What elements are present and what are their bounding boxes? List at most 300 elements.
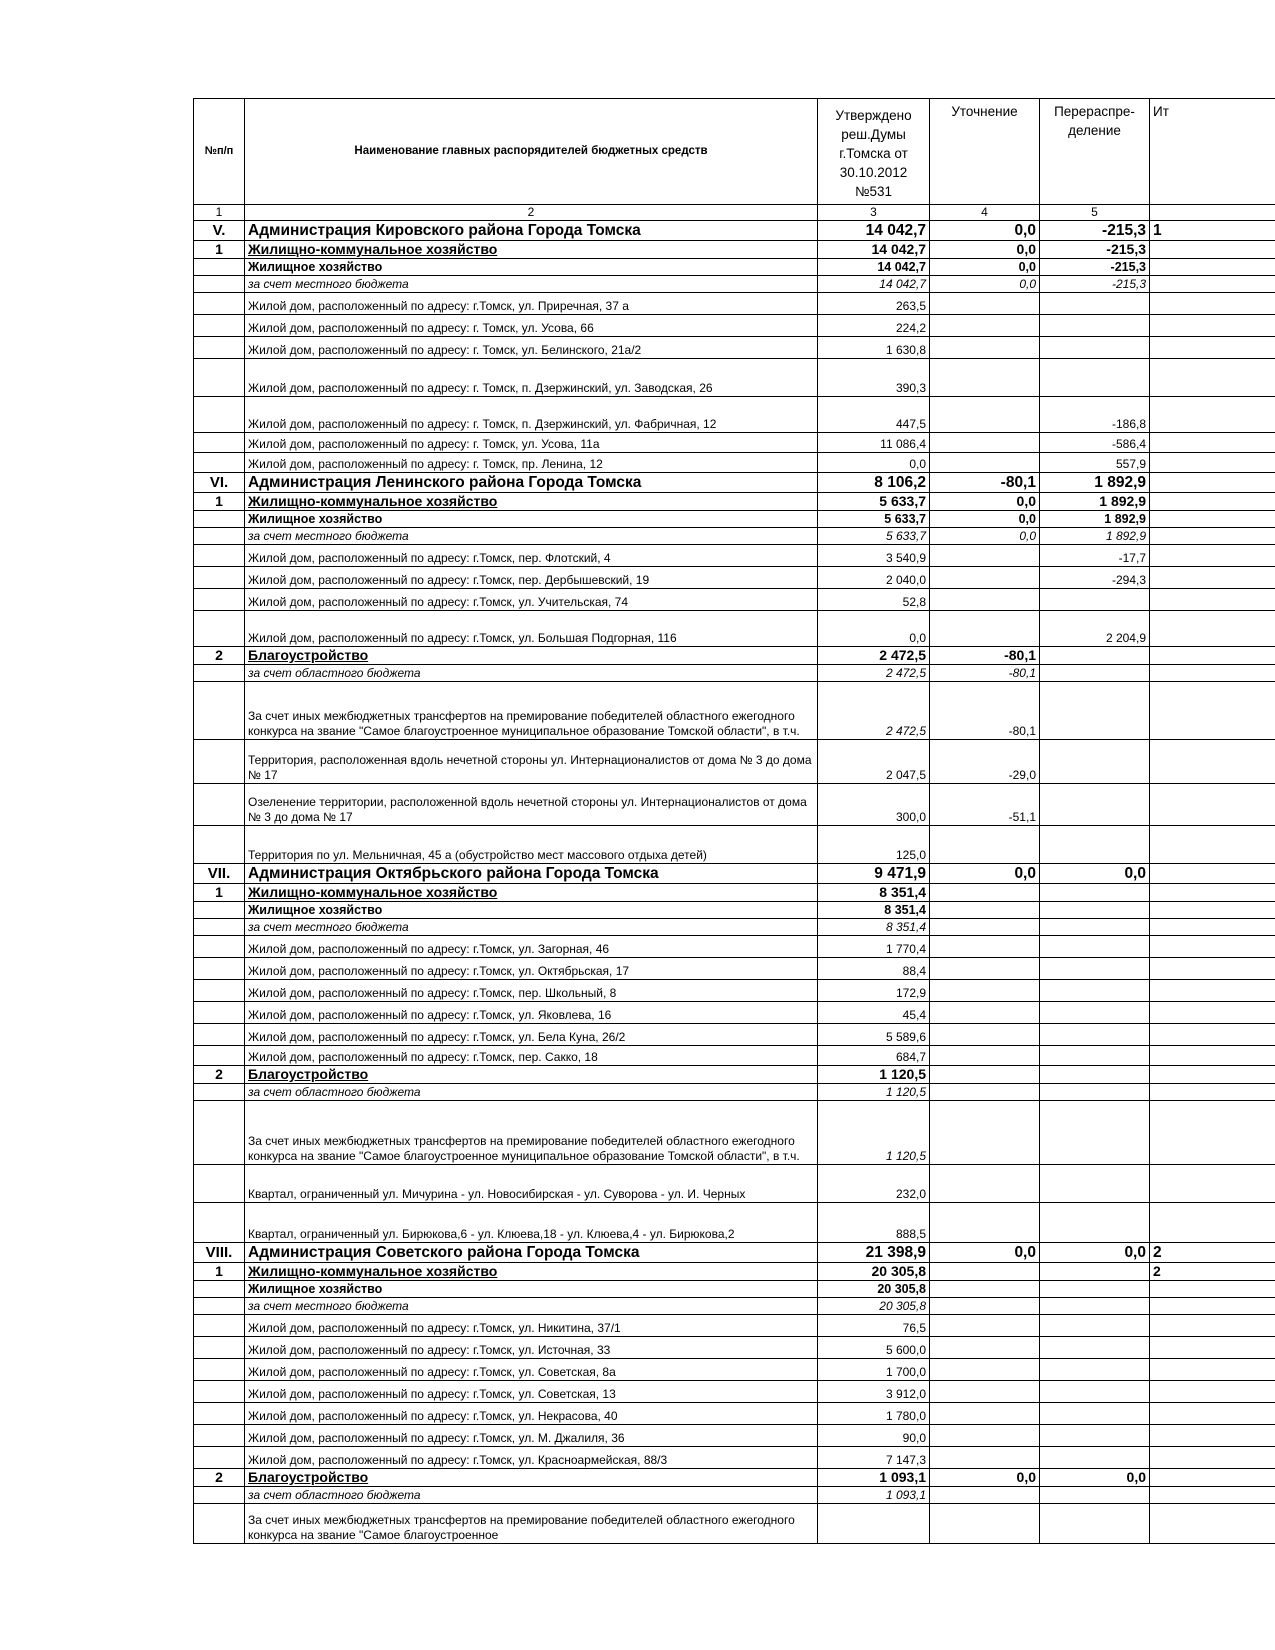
row-clarification: 0,0: [930, 511, 1040, 528]
table-row: [194, 1425, 1275, 1447]
row-total: [1150, 315, 1275, 337]
row-redistribution: 557,9: [1040, 453, 1150, 473]
row-clarification: 0,0: [930, 241, 1040, 259]
row-redistribution: [1040, 902, 1150, 919]
row-clarification: [930, 1165, 1040, 1203]
row-redistribution: [1040, 1425, 1150, 1447]
row-name: За счет иных межбюджетных трансфертов на премирование победителей областного ежегодного конкурса на звание "Самое благоустроенное муниципальное образование Томской области", в т.ч.: [245, 1101, 818, 1165]
row-num: [194, 259, 245, 276]
table-row: [194, 740, 1275, 784]
table-row: [194, 473, 1275, 493]
row-clarification: 0,0: [930, 528, 1040, 545]
row-redistribution: [1040, 1046, 1150, 1066]
row-redistribution: 2 204,9: [1040, 611, 1150, 647]
row-name: Жилищно-коммунальное хозяйство: [245, 1263, 818, 1281]
row-approved: 1 093,1: [818, 1469, 930, 1487]
row-approved: 2 472,5: [818, 647, 930, 665]
table-row: [194, 1101, 1275, 1165]
row-clarification: 0,0: [930, 493, 1040, 511]
row-redistribution: -215,3: [1040, 259, 1150, 276]
row-name: Жилой дом, расположенный по адресу: г.Томск, ул. Загорная, 46: [245, 936, 818, 958]
header-approved: Утверждено реш.Думы г.Томска от 30.10.2012 №531: [818, 99, 930, 205]
row-clarification: [930, 589, 1040, 611]
row-clarification: [930, 1359, 1040, 1381]
row-total: 2: [1150, 1263, 1275, 1281]
row-name: за счет местного бюджета: [245, 1298, 818, 1315]
row-clarification: [930, 611, 1040, 647]
table-row: [194, 1084, 1275, 1101]
row-num: 2: [194, 647, 245, 665]
row-total: [1150, 473, 1275, 493]
row-total: [1150, 958, 1275, 980]
row-clarification: [930, 1425, 1040, 1447]
row-total: [1150, 1101, 1275, 1165]
row-num: [194, 337, 245, 359]
row-redistribution: [1040, 1487, 1150, 1504]
row-approved: 52,8: [818, 589, 930, 611]
header-redistribution: Перераспре-деление: [1040, 99, 1150, 205]
row-approved: 300,0: [818, 784, 930, 826]
row-num: [194, 1165, 245, 1203]
row-num: [194, 826, 245, 864]
row-name: Жилой дом, расположенный по адресу: г. Томск, п. Дзержинский, ул. Фабричная, 12: [245, 397, 818, 433]
row-num: [194, 1403, 245, 1425]
row-name: Жилищно-коммунальное хозяйство: [245, 493, 818, 511]
row-total: [1150, 864, 1275, 884]
colnum-3: 3: [818, 205, 930, 221]
table-row: [194, 826, 1275, 864]
colnum-6: [1150, 205, 1275, 221]
row-num: [194, 359, 245, 397]
row-num: [194, 1337, 245, 1359]
row-name: Администрация Октябрьского района Города Томска: [245, 864, 818, 884]
header-total: Ит: [1150, 99, 1275, 205]
row-num: [194, 1359, 245, 1381]
row-num: [194, 567, 245, 589]
row-total: [1150, 1504, 1275, 1544]
row-num: [194, 276, 245, 293]
table-row: [194, 919, 1275, 936]
table-row: [194, 1046, 1275, 1066]
row-num: [194, 682, 245, 740]
row-redistribution: [1040, 1381, 1150, 1403]
row-name: за счет местного бюджета: [245, 919, 818, 936]
table-row: [194, 528, 1275, 545]
row-redistribution: [1040, 1298, 1150, 1315]
row-clarification: [930, 1447, 1040, 1469]
row-name: Жилищное хозяйство: [245, 902, 818, 919]
row-redistribution: [1040, 1403, 1150, 1425]
row-total: [1150, 337, 1275, 359]
row-redistribution: -215,3: [1040, 221, 1150, 241]
row-num: [194, 958, 245, 980]
colnum-1: 1: [194, 205, 245, 221]
row-approved: 2 040,0: [818, 567, 930, 589]
header-name: Наименование главных распорядителей бюджетных средств: [245, 99, 818, 205]
row-name: Озеленение территории, расположенной вдоль нечетной стороны ул. Интернационалистов от дома № 3 до дома № 17: [245, 784, 818, 826]
row-name: Жилой дом, расположенный по адресу: г. Томск, п. Дзержинский, ул. Заводская, 26: [245, 359, 818, 397]
row-redistribution: [1040, 1203, 1150, 1243]
row-name: Жилой дом, расположенный по адресу: г.Томск, ул. Октябрьская, 17: [245, 958, 818, 980]
row-approved: 1 630,8: [818, 337, 930, 359]
row-num: [194, 511, 245, 528]
row-total: [1150, 433, 1275, 453]
row-name: Квартал, ограниченный ул. Мичурина - ул. Новосибирская - ул. Суворова - ул. И. Черных: [245, 1165, 818, 1203]
row-name: Жилищное хозяйство: [245, 1281, 818, 1298]
row-name: Жилой дом, расположенный по адресу: г.Томск, пер. Дербышевский, 19: [245, 567, 818, 589]
row-total: [1150, 611, 1275, 647]
table-row: [194, 241, 1275, 259]
row-clarification: [930, 567, 1040, 589]
row-redistribution: [1040, 1024, 1150, 1046]
row-approved: 172,9: [818, 980, 930, 1002]
row-name: Жилой дом, расположенный по адресу: г. Томск, ул. Белинского, 21а/2: [245, 337, 818, 359]
row-approved: 1 120,5: [818, 1066, 930, 1084]
row-num: [194, 315, 245, 337]
row-redistribution: 0,0: [1040, 864, 1150, 884]
row-clarification: -80,1: [930, 682, 1040, 740]
row-redistribution: 1 892,9: [1040, 473, 1150, 493]
row-approved: 8 106,2: [818, 473, 930, 493]
row-clarification: 0,0: [930, 864, 1040, 884]
row-name: Администрация Советского района Города Томска: [245, 1243, 818, 1263]
row-approved: 2 472,5: [818, 682, 930, 740]
row-redistribution: [1040, 293, 1150, 315]
row-num: [194, 1024, 245, 1046]
row-clarification: [930, 1084, 1040, 1101]
colnum-5: 5: [1040, 205, 1150, 221]
row-name: Жилой дом, расположенный по адресу: г.Томск, ул. Никитина, 37/1: [245, 1315, 818, 1337]
row-name: Жилой дом, расположенный по адресу: г.Томск, ул. Некрасова, 40: [245, 1403, 818, 1425]
row-clarification: -80,1: [930, 665, 1040, 682]
row-approved: 7 147,3: [818, 1447, 930, 1469]
row-approved: 5 589,6: [818, 1024, 930, 1046]
row-num: [194, 919, 245, 936]
row-total: [1150, 647, 1275, 665]
column-number-row: [194, 205, 1275, 221]
row-clarification: [930, 1066, 1040, 1084]
row-name: Жилищное хозяйство: [245, 259, 818, 276]
row-approved: 390,3: [818, 359, 930, 397]
row-redistribution: -215,3: [1040, 276, 1150, 293]
row-num: [194, 665, 245, 682]
row-redistribution: [1040, 826, 1150, 864]
table-row: [194, 1315, 1275, 1337]
row-num: VI.: [194, 473, 245, 493]
row-redistribution: [1040, 1504, 1150, 1544]
row-clarification: [930, 545, 1040, 567]
row-num: [194, 1504, 245, 1544]
row-approved: 5 633,7: [818, 528, 930, 545]
row-clarification: [930, 1315, 1040, 1337]
row-clarification: [930, 902, 1040, 919]
row-num: V.: [194, 221, 245, 241]
row-name: Жилищно-коммунальное хозяйство: [245, 241, 818, 259]
row-num: [194, 740, 245, 784]
row-total: [1150, 397, 1275, 433]
row-clarification: [930, 1337, 1040, 1359]
row-clarification: 0,0: [930, 276, 1040, 293]
row-clarification: [930, 1504, 1040, 1544]
table-row: [194, 589, 1275, 611]
row-approved: 224,2: [818, 315, 930, 337]
row-name: Благоустройство: [245, 1469, 818, 1487]
row-redistribution: [1040, 315, 1150, 337]
row-total: [1150, 1315, 1275, 1337]
table-row: [194, 980, 1275, 1002]
row-clarification: [930, 1024, 1040, 1046]
table-row: [194, 511, 1275, 528]
row-name: Жилой дом, расположенный по адресу: г.Томск, пер. Сакко, 18: [245, 1046, 818, 1066]
row-name: Территория, расположенная вдоль нечетной стороны ул. Интернационалистов от дома № 3 до дома № 17: [245, 740, 818, 784]
row-redistribution: [1040, 958, 1150, 980]
table-row: [194, 1203, 1275, 1243]
row-total: [1150, 589, 1275, 611]
row-redistribution: 0,0: [1040, 1469, 1150, 1487]
row-num: VIII.: [194, 1243, 245, 1263]
row-approved: 20 305,8: [818, 1263, 930, 1281]
row-name: Жилой дом, расположенный по адресу: г.Томск, ул. Учительская, 74: [245, 589, 818, 611]
table-row: [194, 1487, 1275, 1504]
row-total: [1150, 1425, 1275, 1447]
row-name: Жилой дом, расположенный по адресу: г.Томск, ул. М. Джалиля, 36: [245, 1425, 818, 1447]
row-num: [194, 1101, 245, 1165]
row-num: [194, 433, 245, 453]
row-redistribution: [1040, 1359, 1150, 1381]
row-approved: 3 912,0: [818, 1381, 930, 1403]
row-total: [1150, 1487, 1275, 1504]
table-row: [194, 1381, 1275, 1403]
row-total: [1150, 1403, 1275, 1425]
row-name: за счет областного бюджета: [245, 665, 818, 682]
row-clarification: [930, 826, 1040, 864]
row-approved: 1 120,5: [818, 1101, 930, 1165]
row-total: [1150, 1298, 1275, 1315]
table-row: [194, 315, 1275, 337]
colnum-2: 2: [245, 205, 818, 221]
row-num: [194, 1203, 245, 1243]
row-name: Жилой дом, расположенный по адресу: г.Томск, ул. Большая Подгорная, 116: [245, 611, 818, 647]
row-num: [194, 784, 245, 826]
table-row: [194, 259, 1275, 276]
row-clarification: [930, 1487, 1040, 1504]
row-clarification: -29,0: [930, 740, 1040, 784]
row-name: Благоустройство: [245, 647, 818, 665]
row-approved: 9 471,9: [818, 864, 930, 884]
row-approved: 1 770,4: [818, 936, 930, 958]
row-approved: 1 120,5: [818, 1084, 930, 1101]
row-total: [1150, 1165, 1275, 1203]
row-total: [1150, 740, 1275, 784]
row-approved: 88,4: [818, 958, 930, 980]
row-redistribution: [1040, 682, 1150, 740]
row-redistribution: -294,3: [1040, 567, 1150, 589]
row-approved: 20 305,8: [818, 1281, 930, 1298]
row-num: [194, 528, 245, 545]
row-approved: 8 351,4: [818, 884, 930, 902]
row-name: за счет местного бюджета: [245, 528, 818, 545]
row-clarification: [930, 936, 1040, 958]
table-row: [194, 567, 1275, 589]
row-redistribution: [1040, 359, 1150, 397]
row-redistribution: [1040, 980, 1150, 1002]
row-clarification: [930, 337, 1040, 359]
row-approved: 14 042,7: [818, 276, 930, 293]
table-row: [194, 958, 1275, 980]
row-redistribution: [1040, 1002, 1150, 1024]
row-approved: 90,0: [818, 1425, 930, 1447]
row-name: Жилищное хозяйство: [245, 511, 818, 528]
row-name: Жилой дом, расположенный по адресу: г. Томск, пр. Ленина, 12: [245, 453, 818, 473]
table-row: [194, 453, 1275, 473]
row-approved: 45,4: [818, 1002, 930, 1024]
row-approved: 14 042,7: [818, 241, 930, 259]
row-name: за счет местного бюджета: [245, 276, 818, 293]
row-redistribution: [1040, 784, 1150, 826]
table-row: [194, 936, 1275, 958]
table-row: [194, 433, 1275, 453]
row-num: 2: [194, 1066, 245, 1084]
row-total: [1150, 359, 1275, 397]
row-num: [194, 980, 245, 1002]
row-num: [194, 1281, 245, 1298]
row-name: Жилой дом, расположенный по адресу: г. Томск, ул. Усова, 11а: [245, 433, 818, 453]
row-clarification: [930, 433, 1040, 453]
row-total: [1150, 936, 1275, 958]
row-approved: 20 305,8: [818, 1298, 930, 1315]
row-num: [194, 1002, 245, 1024]
row-name: Благоустройство: [245, 1066, 818, 1084]
row-name: Жилой дом, расположенный по адресу: г. Томск, ул. Усова, 66: [245, 315, 818, 337]
row-total: [1150, 545, 1275, 567]
row-total: [1150, 1066, 1275, 1084]
row-num: [194, 1381, 245, 1403]
table-row: [194, 1024, 1275, 1046]
row-approved: 125,0: [818, 826, 930, 864]
table-body: [194, 221, 1275, 1544]
row-total: [1150, 241, 1275, 259]
row-num: [194, 1084, 245, 1101]
row-total: [1150, 276, 1275, 293]
row-clarification: [930, 1403, 1040, 1425]
row-clarification: [930, 1046, 1040, 1066]
row-total: [1150, 902, 1275, 919]
row-approved: 263,5: [818, 293, 930, 315]
row-total: [1150, 884, 1275, 902]
row-total: [1150, 1359, 1275, 1381]
row-total: 2: [1150, 1243, 1275, 1263]
row-name: Жилой дом, расположенный по адресу: г.Томск, ул. Бела Куна, 26/2: [245, 1024, 818, 1046]
row-num: [194, 453, 245, 473]
row-approved: 1 093,1: [818, 1487, 930, 1504]
row-total: [1150, 1046, 1275, 1066]
row-name: за счет областного бюджета: [245, 1084, 818, 1101]
row-clarification: [930, 1263, 1040, 1281]
row-redistribution: [1040, 740, 1150, 784]
row-num: 1: [194, 884, 245, 902]
row-total: [1150, 784, 1275, 826]
table-row: [194, 611, 1275, 647]
row-redistribution: [1040, 647, 1150, 665]
table-row: [194, 359, 1275, 397]
row-num: [194, 611, 245, 647]
table-row: [194, 1403, 1275, 1425]
row-num: [194, 1315, 245, 1337]
table-row: [194, 1298, 1275, 1315]
row-name: Жилой дом, расположенный по адресу: г.Томск, ул. Красноармейская, 88/3: [245, 1447, 818, 1469]
table-row: [194, 1504, 1275, 1544]
row-name: Жилой дом, расположенный по адресу: г.Томск, пер. Флотский, 4: [245, 545, 818, 567]
table-row: [194, 1469, 1275, 1487]
table-row: [194, 545, 1275, 567]
row-name: Жилищно-коммунальное хозяйство: [245, 884, 818, 902]
row-clarification: -80,1: [930, 473, 1040, 493]
row-clarification: [930, 1298, 1040, 1315]
row-approved: 0,0: [818, 611, 930, 647]
table-row: [194, 647, 1275, 665]
row-name: За счет иных межбюджетных трансфертов на премирование победителей областного ежегодного конкурса на звание "Самое благоустроенное муниципальное образование Томской области", в т.ч.: [245, 682, 818, 740]
row-name: Жилой дом, расположенный по адресу: г.Томск, ул. Советская, 8а: [245, 1359, 818, 1381]
table-header-row: [194, 99, 1275, 205]
row-approved: 21 398,9: [818, 1243, 930, 1263]
table-row: [194, 1337, 1275, 1359]
row-num: [194, 293, 245, 315]
row-num: [194, 936, 245, 958]
row-num: VII.: [194, 864, 245, 884]
row-total: [1150, 1337, 1275, 1359]
row-clarification: 0,0: [930, 259, 1040, 276]
row-clarification: [930, 293, 1040, 315]
row-clarification: [930, 1381, 1040, 1403]
row-redistribution: [1040, 589, 1150, 611]
row-total: [1150, 293, 1275, 315]
table-row: [194, 864, 1275, 884]
table-row: [194, 1447, 1275, 1469]
row-redistribution: [1040, 1165, 1150, 1203]
row-num: [194, 1487, 245, 1504]
header-num: №п/п: [194, 99, 245, 205]
row-total: [1150, 567, 1275, 589]
row-total: [1150, 1002, 1275, 1024]
row-num: [194, 1425, 245, 1447]
row-clarification: [930, 884, 1040, 902]
row-num: [194, 397, 245, 433]
row-clarification: [930, 980, 1040, 1002]
table-row: [194, 1165, 1275, 1203]
row-approved: 888,5: [818, 1203, 930, 1243]
row-name: Жилой дом, расположенный по адресу: г.Томск, ул. Источная, 33: [245, 1337, 818, 1359]
budget-table: [193, 98, 1275, 1544]
row-approved: 3 540,9: [818, 545, 930, 567]
row-total: [1150, 259, 1275, 276]
row-num: [194, 1046, 245, 1066]
row-name: Жилой дом, расположенный по адресу: г.Томск, ул. Приречная, 37 а: [245, 293, 818, 315]
row-num: [194, 902, 245, 919]
table-row: [194, 1243, 1275, 1263]
row-name: Администрация Ленинского района Города Томска: [245, 473, 818, 493]
row-redistribution: 1 892,9: [1040, 511, 1150, 528]
row-num: [194, 545, 245, 567]
table-row: [194, 1281, 1275, 1298]
row-name: за счет областного бюджета: [245, 1487, 818, 1504]
table-row: [194, 1359, 1275, 1381]
row-total: [1150, 511, 1275, 528]
row-redistribution: [1040, 1066, 1150, 1084]
row-clarification: 0,0: [930, 221, 1040, 241]
row-approved: 232,0: [818, 1165, 930, 1203]
table-row: [194, 276, 1275, 293]
table-row: [194, 665, 1275, 682]
